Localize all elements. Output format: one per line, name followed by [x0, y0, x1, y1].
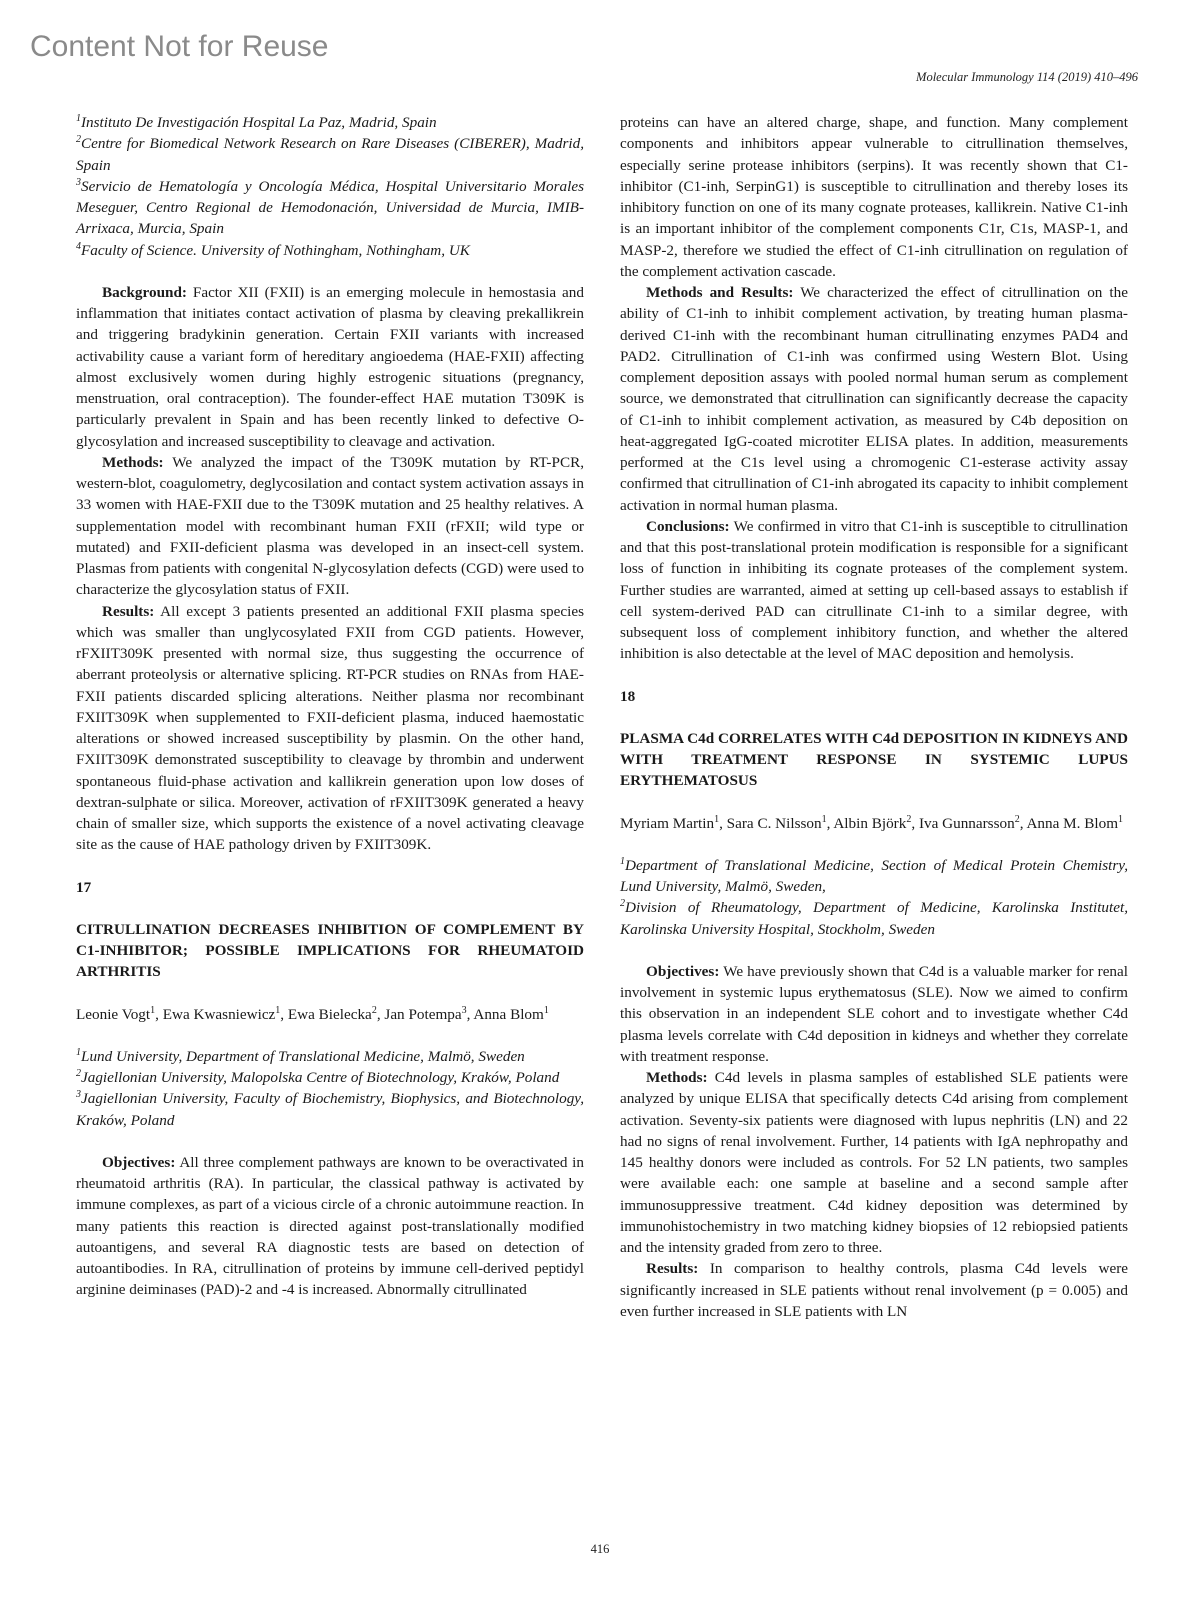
abstract-number: 17	[76, 878, 92, 896]
affiliation: $^2$Jagiellonian University, Malopolska Centre of Biotechnology, Kraków, Poland	[76, 1067, 560, 1086]
objectives-paragraph: Objectives: We have previously shown that C4d is a valuable marker for renal involvement in systemic lupus erythematosus (SLE). Now we aimed to confirm this observation in an independent SLE cohort and to investigate whether C4d plasma levels correlate with C4d deposition in kidneys and whether they correlate with treatment response.	[620, 962, 1128, 1065]
affiliation: $^4$Faculty of Science. University of Nothingham, Nothingham, UK	[76, 240, 470, 259]
page-number: 416	[590, 1542, 610, 1556]
affiliation: $^1$Lund University, Department of Translational Medicine, Malmö, Sweden	[76, 1046, 525, 1065]
right-column	[620, 112, 1128, 1322]
left-column	[76, 112, 584, 1301]
methods-results-paragraph: Methods and Results: We characterized the effect of citrullination on the ability of C1-inh to inhibit complement activation, by treating human plasma-derived C1-inh with the recombinant human citrullinating enzymes PAD4 and PAD2. Citrullination of C1-inh was confirmed using Western Blot. Using complement deposition assays with pooled normal human serum as complement source, we demonstrated that citrullination can significantly decrease the capacity of C1-inh to inhibit complement activation, as measured by C4b deposition on heat-aggregated IgG-coated microtiter ELISA plates. In addition, measurements performed at the C1s level using a chromogenic C1-esterase activity assay confirmed that citrullination of C1-inh abrogated its capacity to inhibit complement activation in normal human plasma.	[620, 284, 1128, 514]
journal-reference: Molecular Immunology 114 (2019) 410–496	[916, 70, 1138, 84]
abstract-title: PLASMA C4d CORRELATES WITH C4d DEPOSITION IN KIDNEYS AND WITH TREATMENT RESPONSE IN SYSTEMIC LUPUS ERYTHEMATOSUS	[620, 729, 1128, 790]
author-list: Leonie Vogt$^1$, Ewa Kwasniewicz$^1$, Ewa Bielecka$^2$, Jan Potempa$^3$, Anna Blom$^1$	[76, 1004, 549, 1023]
conclusions-paragraph: Conclusions: We confirmed in vitro that C1-inh is susceptible to citrullination and that this post-translational protein modification is responsible for a significant loss of function in inhibiting its cognate proteases of the complement system. Further studies are warranted, aimed at setting up cell-based assays to establish if cell system-derived PAD can citrullinate C1-inh to a similar degree, with subsequent loss of complement inhibitory function, and whether the altered inhibition is also detectable at the level of MAC deposition and hemolysis.	[620, 517, 1128, 663]
objectives-paragraph: Objectives: All three complement pathways are known to be overactivated in rheumatoid arthritis (RA). In particular, the classical pathway is activated by immune complexes, as part of a vicious circle of a chronic autoimmune reaction. In many patients this reaction is directed against post-translationally modified autoantigens, and several RA diagnostic tests are based on detection of autoantibodies. In RA, citrullination of proteins by immune cell-derived peptidyl arginine deiminases (PAD)-2 and -4 is increased. Abnormally citrullinated	[76, 1153, 584, 1299]
affiliation: $^3$Servicio de Hematología y Oncología Médica, Hospital Universitario Morales Meseguer, Centro Regional de Hemodonación, Universidad de Murcia, IMIB-Arrixaca, Murcia, Spain	[76, 176, 584, 238]
results-paragraph: Results: In comparison to healthy controls, plasma C4d levels were significantly increased in SLE patients without renal involvement (p = 0.005) and even further increased in SLE patients with LN	[620, 1260, 1128, 1320]
affiliations-block	[76, 112, 584, 261]
abstract-title: CITRULLINATION DECREASES INHIBITION OF COMPLEMENT BY C1-INHIBITOR; POSSIBLE IMPLICATIONS FOR RHEUMATOID ARTHRITIS	[76, 920, 584, 981]
methods-paragraph: Methods: C4d levels in plasma samples of established SLE patients were analyzed by unique ELISA that specifically detects C4d arising from complement activation. Seventy-six patients were diagnosed with lupus nephritis (LN) and 22 had no signs of renal involvement. Further, 14 patients with IgA nephropathy and 145 healthy donors were included as controls. For 52 LN patients, two samples were available each: one sample at baseline and a second sample after immunosuppressive treatment. C4d kidney deposition was determined by immunohistochemistry in two matching kidney biopsies of 12 rebiopsied patients and the intensity graded from zero to three.	[620, 1069, 1128, 1256]
watermark: Content Not for Reuse	[30, 30, 329, 63]
affiliation: $^2$Centre for Biomedical Network Research on Rare Diseases (CIBERER), Madrid, Spain	[76, 134, 584, 174]
background-paragraph: Background: Factor XII (FXII) is an emerging molecule in hemostasia and inflammation that initiates contact activation of plasma by cleaving prekallikrein and triggering bradykinin generation. Certain FXII variants with increased activability cause a variant form of hereditary angioedema (HAE-FXII) affecting almost exclusively women during highly estrogenic situations (pregnancy, menstruation, oral contraception). The founder-effect HAE mutation T309K is particularly prevalent in Spain and has been recently linked to defective O-glycosylation and increased susceptibility to cleavage and activation.	[76, 283, 584, 450]
affiliations-block	[620, 855, 1128, 940]
affiliation: $^2$Division of Rheumatology, Department of Medicine, Karolinska Institutet, Karolinska University Hospital, Stockholm, Sweden	[620, 898, 1128, 938]
abstract-number: 18	[620, 687, 636, 705]
affiliations-block	[76, 1046, 584, 1131]
results-paragraph: Results: All except 3 patients presented an additional FXII plasma species which was smaller than unglycosylated FXII from CGD patients. However, rFXIIT309K presented with normal size, thus suggesting the occurrence of aberrant proteolysis or alternative splicing. RT-PCR studies on RNAs from HAE-FXII patients discarded splicing alterations. Neither plasma nor recombinant FXIIT309K when supplemented to FXII-deficient plasma, induced haemostatic alterations or showed increased susceptibility by plasmin. On the other hand, FXIIT309K demonstrated susceptibility to cleavage by thrombin and underwent spontaneous fluid-phase activation and kallikrein generation upon low doses of dextran-sulphate or silica. Moreover, activation of rFXIIT309K generated a heavy chain of smaller size, which supports the existence of a novel activating cleavage site as the cause of HAE pathology driven by FXIIT309K.	[76, 602, 584, 854]
affiliation: $^1$Department of Translational Medicine, Section of Medical Protein Chemistry, Lund University, Malmö, Sweden,	[620, 855, 1128, 895]
affiliation: $^1$Instituto De Investigación Hospital La Paz, Madrid, Spain	[76, 112, 437, 131]
author-list: Myriam Martin$^1$, Sara C. Nilsson$^1$, Albin Björk$^2$, Iva Gunnarsson$^2$, Anna M. Blom$^1$	[620, 813, 1124, 832]
continued-paragraph: proteins can have an altered charge, shape, and function. Many complement components and inhibitors appear vulnerable to citrullination themselves, especially serine protease inhibitors (serpins). It was recently shown that C1-inhibitor (C1-inh, SerpinG1) is susceptible to citrullination and thereby loses its inhibitory function on one of its many cognate proteases, kallikrein. Native C1-inh is an important inhibitor of the complement components C1r, C1s, MASP-1, and MASP-2, therefore we studied the effect of C1-inh citrullination on regulation of the complement activation cascade.	[620, 114, 1128, 280]
affiliation: $^3$Jagiellonian University, Faculty of Biochemistry, Biophysics, and Biotechnology, Kraków, Poland	[76, 1089, 584, 1129]
methods-paragraph: Methods: We analyzed the impact of the T309K mutation by RT-PCR, western-blot, coagulometry, deglycosilation and contact system activation assays in 33 women with HAE-FXII due to the T309K mutation and 25 healthy relatives. A supplementation model with recombinant human FXII (rFXII; wild type or mutated) and FXII-deficient plasma was developed in an insect-cell system. Plasmas from patients with congenital N-glycosylation defects (CGD) were used to characterize the glycosylation status of FXII.	[76, 453, 584, 599]
